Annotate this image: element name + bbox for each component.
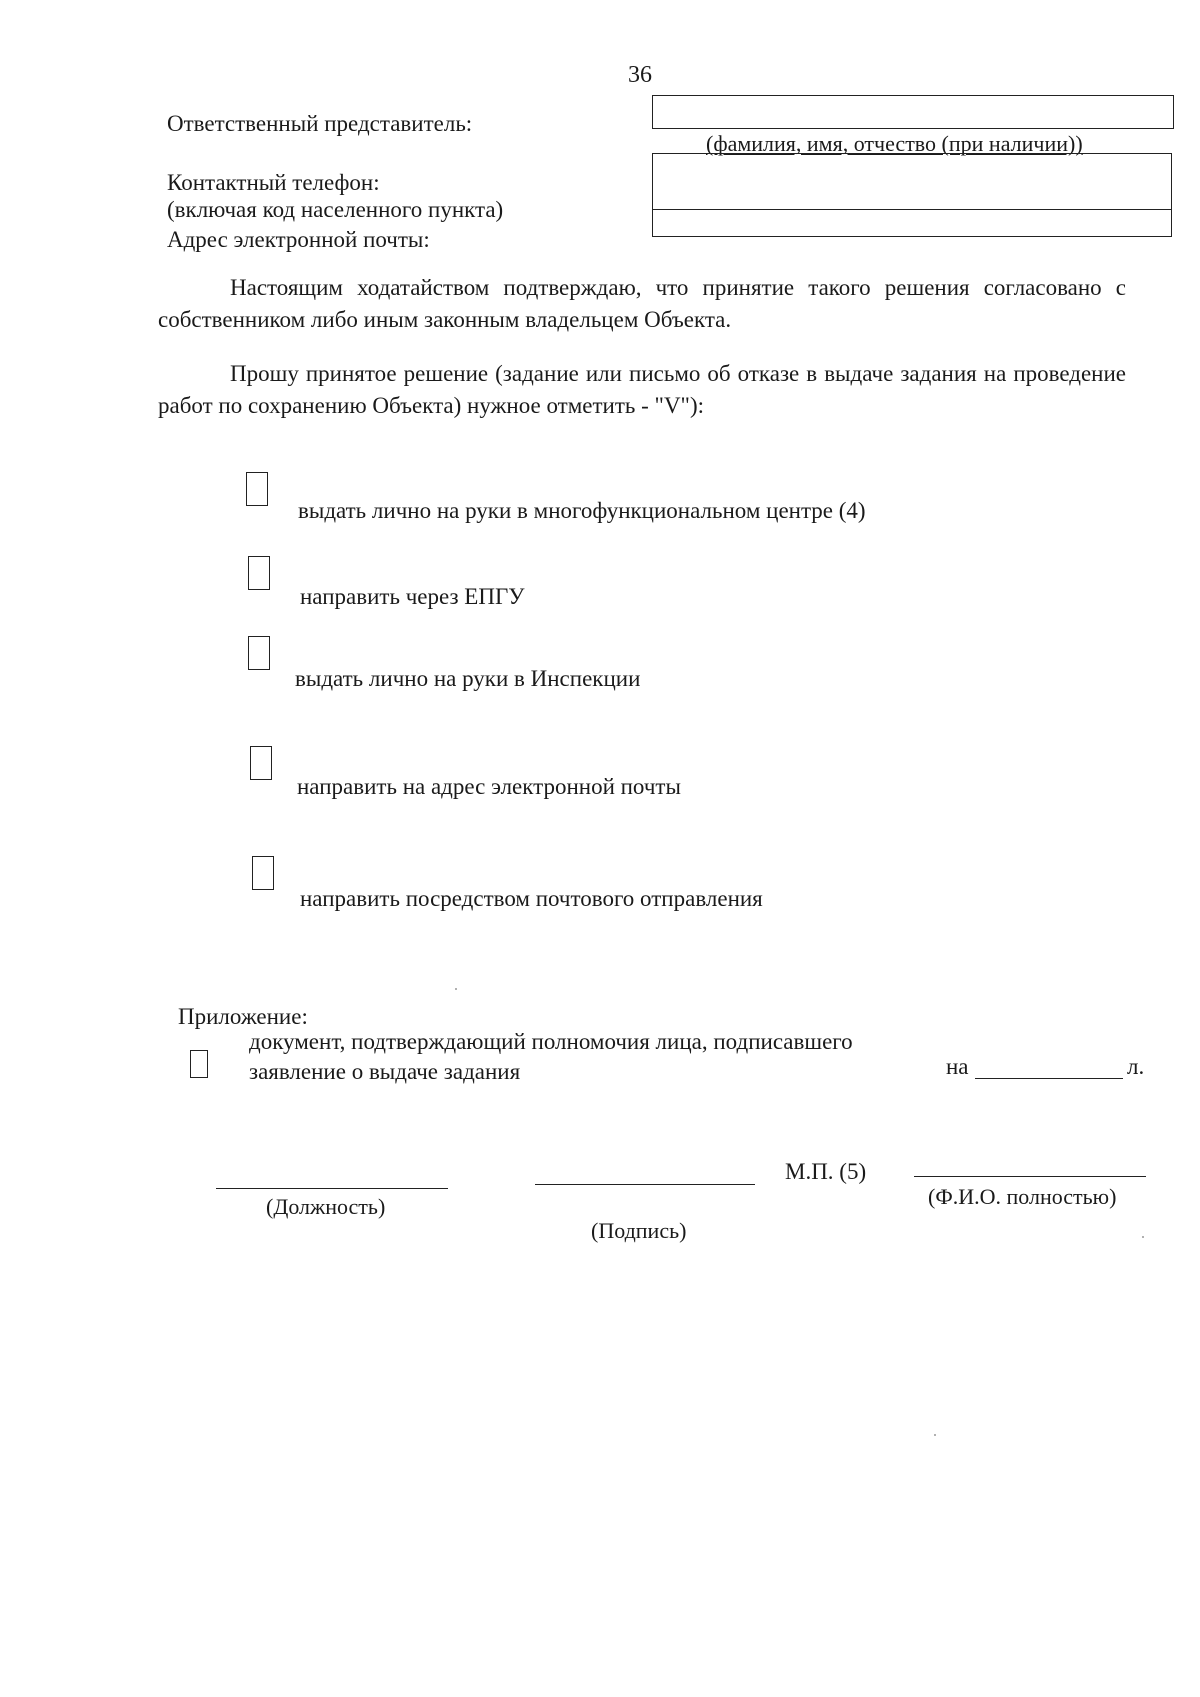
scan-speck [934,1434,936,1436]
attachment-line2: заявление о выдаче задания [249,1059,521,1084]
attachment-pages-prefix: на [946,1054,969,1079]
delivery-option [0,854,1200,914]
delivery-option-label: направить посредством почтового отправления [300,886,763,911]
email-field[interactable] [652,209,1172,237]
delivery-option [0,470,1200,530]
delivery-option-checkbox[interactable] [246,472,268,506]
name-line[interactable] [914,1176,1146,1177]
delivery-option-checkbox[interactable] [252,856,274,890]
delivery-option-label: выдать лично на руки в Инспекции [295,666,641,691]
delivery-option-label: выдать лично на руки в многофункциональном центре (4) [298,498,866,523]
phone-sublabel: (включая код населенного пункта) [167,197,504,222]
confirmation-paragraph: Настоящим ходатайством подтверждаю, что принятие такого решения согласовано с собственником либо иным законным владельцем Объекта. [158,275,1126,332]
attachment-line1: документ, подтверждающий полномочия лица, подписавшего [249,1029,853,1054]
delivery-option-checkbox[interactable] [250,746,272,780]
attachment-pages-suffix: л. [1127,1054,1145,1079]
delivery-option-label: направить через ЕПГУ [300,584,525,609]
delivery-option-label: направить на адрес электронной почты [297,774,681,799]
representative-name-caption: (фамилия, имя, отчество (при наличии)) [706,131,1083,156]
signature-line[interactable] [535,1184,755,1185]
request-paragraph: Прошу принятое решение (задание или письмо об отказе в выдаче задания на проведение работ по сохранению Объекта) нужное отметить - "V"): [158,361,1126,418]
delivery-option-checkbox[interactable] [248,636,270,670]
representative-label: Ответственный представитель: [167,111,473,136]
stamp-label: М.П. (5) [785,1159,867,1184]
signature-caption: (Подпись) [591,1218,687,1243]
name-caption: (Ф.И.О. полностью) [928,1184,1117,1209]
delivery-option-checkbox[interactable] [248,556,270,590]
attachment-checkbox[interactable] [190,1050,208,1078]
phone-label: Контактный телефон: [167,170,380,195]
attachment-heading: Приложение: [178,1004,308,1029]
delivery-option [0,554,1200,614]
scan-speck [1142,1236,1144,1238]
attachment-pages-line[interactable] [975,1078,1123,1079]
scan-speck [455,988,457,990]
phone-field[interactable] [652,153,1172,210]
position-caption: (Должность) [266,1194,386,1219]
position-line[interactable] [216,1188,448,1189]
delivery-option [0,634,1200,694]
representative-name-field[interactable] [652,95,1174,129]
delivery-option [0,744,1200,804]
page-number: 36 [628,62,652,88]
email-label: Адрес электронной почты: [167,227,430,252]
